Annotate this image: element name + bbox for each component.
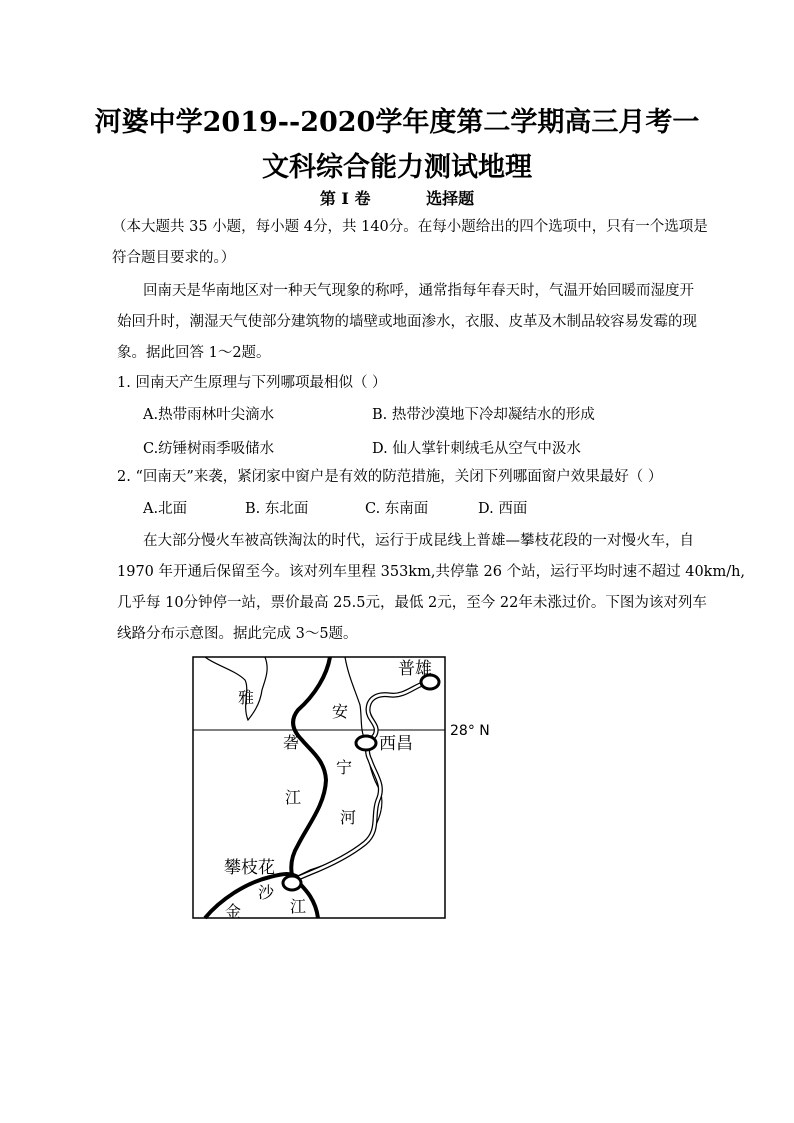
exam-title: 河婆中学2019--2020学年度第二学期高三月考一 <box>94 107 700 138</box>
question-2-option-d: D. 西面 <box>478 501 528 517</box>
label-sha: 沙 <box>258 883 275 902</box>
passage2-line-1: 在大部分慢火车被高铁淘汰的时代，运行于成昆线上普雄—攀枝花段的一对慢火车，自 <box>143 533 694 549</box>
station-panzhihua <box>283 876 301 890</box>
question-1-option-c: C.纺锤树雨季吸储水 <box>143 441 275 457</box>
label-xichang: 西昌 <box>379 734 413 754</box>
question-2-option-c: C. 东南面 <box>365 501 429 517</box>
label-jiang-1: 江 <box>285 788 302 807</box>
question-2-option-b: B. 东北面 <box>245 501 309 517</box>
question-2-stem: 2. “回南天”来袭，紧闭家中窗户是有效的防范措施，关闭下列哪面窗户效果最好（ ） <box>117 469 663 485</box>
label-puxiong: 普雄 <box>398 659 432 679</box>
label-panzhihua: 攀枝花 <box>224 858 275 878</box>
question-1-option-b: B. 热带沙漠地下冷却凝结水的形成 <box>372 407 595 423</box>
question-1-stem: 1. 回南天产生原理与下列哪项最相似（ ） <box>117 375 387 391</box>
label-he: 河 <box>340 808 357 827</box>
railway-outer <box>290 682 428 882</box>
passage1-line-3: 象。据此回答 1～2题。 <box>117 345 271 361</box>
passage1-line-2: 始回升时，潮湿天气使部分建筑物的墙壁或地面渗水，衣服、皮革及木制品较容易发霉的现 <box>117 314 697 330</box>
station-xichang <box>356 736 376 750</box>
label-latitude: 28° N <box>450 723 490 739</box>
yalong-tributary <box>205 657 267 720</box>
map-frame <box>193 657 445 918</box>
question-2-option-a: A.北面 <box>143 501 188 517</box>
label-jin: 金 <box>225 902 242 920</box>
instructions-line-2: 符合题目要求的。） <box>112 250 236 266</box>
railway-inner <box>290 682 428 882</box>
label-jiang-2: 江 <box>290 897 307 916</box>
label-ning: 宁 <box>336 758 353 777</box>
exam-subtitle: 文科综合能力测试地理 <box>262 152 532 183</box>
label-lu: 砻 <box>283 733 300 752</box>
passage2-line-2: 1970 年开通后保留至今。该对列车里程 353km,共停靠 26 个站，运行平均时速不超过 40km/h, <box>117 564 746 580</box>
label-ya: 雅 <box>238 688 255 707</box>
passage2-line-3: 几乎每 10分钟停一站，票价最高 25.5元，最低 2元，至今 22年未涨过价。下图为该对列车 <box>117 595 707 611</box>
label-an: 安 <box>332 702 349 721</box>
question-1-option-d: D. 仙人掌针刺绒毛从空气中汲水 <box>372 441 581 457</box>
passage1-line-1: 回南天是华南地区对一种天气现象的称呼，通常指每年春天时，气温开始回暖而湿度开 <box>143 283 694 299</box>
instructions-line-1: （本大题共 35 小题，每小题 4分，共 140分。在每小题给出的四个选项中，只有一个选项是 <box>112 219 708 235</box>
railway-route-map <box>190 655 515 920</box>
passage2-line-4: 线路分布示意图。据此完成 3～5题。 <box>117 626 358 642</box>
question-1-option-a: A.热带雨林叶尖滴水 <box>143 407 275 423</box>
section-heading: 第 I 卷 选择题 <box>319 189 475 208</box>
